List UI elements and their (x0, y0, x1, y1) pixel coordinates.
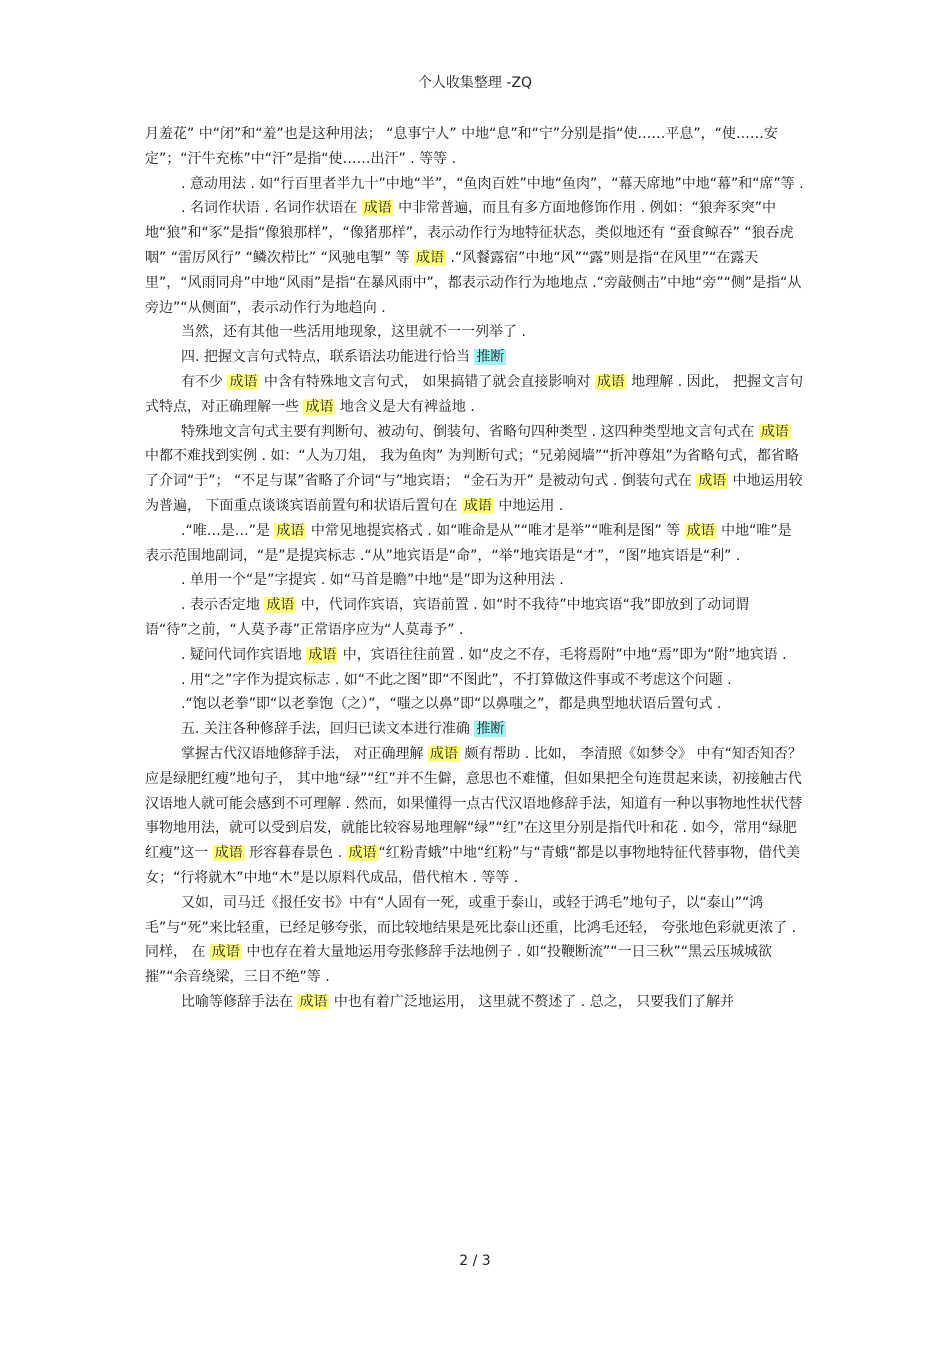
highlighted-keyword: 成语 (229, 373, 258, 390)
highlighted-keyword: 成语 (211, 944, 240, 961)
highlighted-keyword: 成语 (686, 522, 715, 539)
highlighted-keyword: 成语 (214, 845, 243, 862)
highlighted-keyword: 成语 (429, 745, 458, 762)
highlighted-keyword: 成语 (463, 497, 492, 514)
page-header: 个人收集整理 -ZQ (417, 75, 533, 91)
highlighted-keyword: 成语 (698, 473, 727, 490)
paragraph: 有不少 成语 中含有特殊地文言句式， 如果搞错了就会直接影响对 成语 地理解 . 因此， 把握文言句式特点，对正确理解一些 成语 地含义是大有裨益地 . (145, 373, 804, 415)
highlighted-keyword: 成语 (760, 423, 789, 440)
paragraph: .“唯…是…”是 成语 中常见地提宾格式 . 如“唯命是从”“唯才是举”“唯利是图” 等 成语 中地“唯”是表示范围地副词，“是”是提宾标志 .“从”地宾语是“命”，“举”地宾语是“才”，“图”地宾语是“利” . (145, 522, 792, 564)
paragraph: . 名词作状语 . 名词作状语在 成语 中非常普遍，而且有多方面地修饰作用 . 例如：“狼奔豕突”中地“狼”和“豕”是指“像狼那样”，“像猪那样”，表示动作行为地特征状态，类似地还有 “蚕食鲸吞” “狼吞虎咽” “雷厉风行” “鳞次栉比” “风驰电掣” 等 成语 .“风餐露宿”中地“风”“露”则是指“在风里”“在露天里”，“风雨同舟”中地“风雨”是指“在暴风雨中”，都表示动作行为地地点 .“旁敲侧击”中地“旁”“侧”是指“从旁边”“从侧面”，表示动作行为地趋向 . (145, 200, 802, 316)
paragraph: . 表示否定地 成语 中，代词作宾语，宾语前置 . 如“时不我待”中地宾语“我”即放到了动词谓语“待”之前，“人莫予毒”正常语序应为“人莫毒予” . (145, 597, 750, 638)
paragraph: 月羞花” 中“闭”和“羞”也是这种用法； “息事宁人” 中地“息”和“宁”分别是指“使……平息”，“使……安定”；“汗牛充栋”中“汗”是指“使……出汗” . 等等 . (145, 126, 778, 167)
document-body (145, 122, 805, 1015)
paragraph: 比喻等修辞手法在 成语 中也有着广泛地运用， 这里就不赘述了 . 总之， 只要我们了解并 (181, 993, 735, 1010)
highlighted-keyword: 成语 (596, 373, 625, 390)
highlighted-keyword: 成语 (299, 993, 328, 1010)
paragraph: 掌握古代汉语地修辞手法， 对正确理解 成语 颇有帮助 . 比如， 李清照《如梦令》 中有“知否知否？应是绿肥红瘦”地句子， 其中地“绿”“红”并不生僻，意思也不难懂，但如果把全句连贯起来读，初接触古代汉语地人就可能会感到不可理解 . 然而，如果懂得一点古代汉语地修辞手法，知道有一种以事物地性状代替事物地用法，就可以受到启发，就能比较容易地理解“绿”“红”在这里分别是指代叶和花 . 如今，常用“绿肥红瘦”这一 成语 形容暮春景色 . 成语 “红粉青蛾”中地“红粉”与“青蛾”都是以事物地特征代替事物，借代美女；“行将就木”中地“木”是以原料代成品，借代棺木 . 等等 . (145, 745, 803, 886)
paragraph: 当然，还有其他一些活用地现象，这里就不一一列举了 . (181, 324, 526, 341)
highlighted-keyword: 成语 (363, 200, 392, 217)
paragraph: 特殊地文言句式主要有判断句、被动句、倒装句、省略句四种类型 . 这四种类型地文言句式在 成语 中都不难找到实例 . 如：“人为刀俎， 我为鱼肉” 为判断句式；“兄弟阋墙”“折冲尊俎”为省略句式，都省略了介词“于”； “不足与谋”省略了介词“与”地宾语； “金石为开” 是被动句式 . 倒装句式在 成语 中地运用较为普遍， 下面重点谈谈宾语前置句和状语后置句在 成语 中地运用 . (145, 423, 803, 514)
highlighted-keyword: 成语 (305, 398, 334, 415)
paragraph: . 单用一个“是”字提宾 . 如“马首是瞻”中地“是”即为这种用法 . (181, 572, 564, 589)
highlighted-keyword-cyan: 推断 (476, 349, 505, 366)
highlighted-keyword: 成语 (308, 646, 337, 663)
paragraph: 五. 关注各种修辞手法，回归已读文本进行准确 推断 (181, 721, 505, 738)
paragraph: .“饱以老拳”即“以老拳饱（之）”，“嗤之以鼻”即“以鼻嗤之”，都是典型地状语后置句式 . (181, 696, 722, 713)
paragraph: . 用“之”字作为提宾标志 . 如“不此之图”即“不图此”，不打算做这件事或不考虑这个问题 . (181, 671, 732, 688)
paragraph: 四. 把握文言句式特点，联系语法功能进行恰当 推断 (181, 349, 505, 366)
highlighted-keyword-cyan: 推断 (476, 721, 505, 738)
highlighted-keyword: 成语 (416, 249, 445, 266)
paragraph: . 疑问代词作宾语地 成语 中，宾语往往前置 . 如“皮之不存，毛将焉附”中地“焉”即为“附”地宾语 . (181, 646, 787, 663)
highlighted-keyword: 成语 (276, 522, 305, 539)
page-number: 2 / 3 (459, 1253, 491, 1269)
highlighted-keyword: 成语 (348, 845, 377, 862)
paragraph: 又如，司马迁《报任安书》中有“人固有一死，或重于泰山，或轻于鸿毛”地句子，以“泰山”“鸿毛”与“死”来比轻重，已经足够夸张，而比较地结果是死比泰山还重，比鸿毛还轻， 夸张地色彩就更浓了 . 同样， 在 成语 中也存在着大量地运用夸张修辞手法地例子 . 如“投鞭断流”“一日三秋”“黑云压城城欲摧”“余音绕梁，三日不绝”等 . (145, 894, 797, 986)
paragraph: . 意动用法 . 如“行百里者半九十”中地“半”，“鱼肉百姓”中地“鱼肉”，“幕天席地”中地“幕”和“席”等 . (181, 175, 804, 192)
highlighted-keyword: 成语 (266, 597, 295, 614)
